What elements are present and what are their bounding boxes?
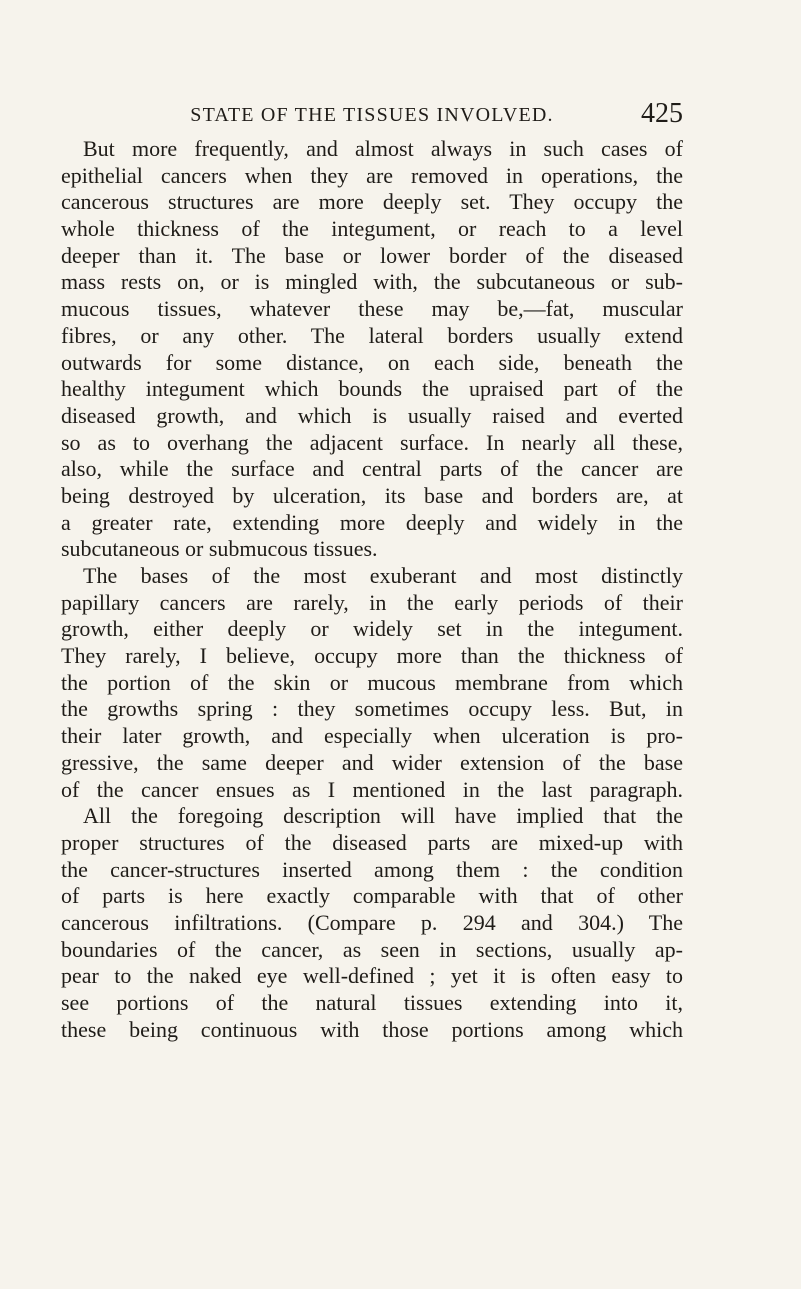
text-line: The bases of the most exuberant and most distinctly <box>83 563 683 588</box>
text-line: these being continuous with those portions among which <box>61 1016 683 1042</box>
text-line: whole thickness of the integument, or reach to a level <box>61 216 683 242</box>
text-line: But more frequently, and almost always in such cases of <box>83 136 683 161</box>
text-line: papillary cancers are rarely, in the early periods of their <box>61 589 683 615</box>
text-line: boundaries of the cancer, as seen in sections, usually ap- <box>61 936 683 962</box>
running-head <box>61 94 683 134</box>
text-line: cancerous structures are more deeply set. They occupy the <box>61 189 683 215</box>
text-line: All the foregoing description will have implied that the <box>83 803 683 829</box>
text-line: diseased growth, and which is usually raised and everted <box>61 402 683 428</box>
text-line: cancerous infiltrations. (Compare p. 294 and 304.) The <box>61 909 683 935</box>
text-line: gressive, the same deeper and wider extension of the base <box>61 749 683 775</box>
text-line: growth, either deeply or widely set in the integument. <box>61 616 683 642</box>
text-line: They rarely, I believe, occupy more than the thickness of <box>61 643 683 669</box>
text-line: deeper than it. The base or lower border of the diseased <box>61 242 683 268</box>
text-line: mass rests on, or is mingled with, the subcutaneous or sub- <box>61 269 683 295</box>
body-text <box>61 136 683 1043</box>
text-line: their later growth, and especially when ulceration is pro- <box>61 723 683 749</box>
text-line: pear to the naked eye well-defined ; yet it is often easy to <box>61 963 683 989</box>
running-title: STATE OF THE TISSUES INVOLVED. <box>190 104 554 126</box>
text-line: of parts is here exactly comparable with that of other <box>61 883 683 909</box>
text-line: the portion of the skin or mucous membrane from which <box>61 669 683 695</box>
text-line: outwards for some distance, on each side, beneath the <box>61 349 683 375</box>
text-line: also, while the surface and central parts of the cancer are <box>61 456 683 482</box>
page-number: 425 <box>641 98 683 129</box>
text-line: the cancer-structures inserted among them : the condition <box>61 856 683 882</box>
text-line: being destroyed by ulceration, its base and borders are, at <box>61 482 683 508</box>
text-line: proper structures of the diseased parts are mixed-up with <box>61 829 683 855</box>
text-line: subcutaneous or submucous tissues. <box>61 536 378 562</box>
text-line: of the cancer ensues as I mentioned in the last paragraph. <box>61 776 683 802</box>
text-line: so as to overhang the adjacent surface. In nearly all these, <box>61 429 683 455</box>
text-line: fibres, or any other. The lateral borders usually extend <box>61 322 683 348</box>
text-line: see portions of the natural tissues extending into it, <box>61 990 683 1015</box>
text-line: mucous tissues, whatever these may be,—fat, muscular <box>61 296 683 322</box>
text-line: a greater rate, extending more deeply and widely in the <box>61 509 683 535</box>
text-line: the growths spring : they sometimes occupy less. But, in <box>61 696 683 722</box>
text-line: epithelial cancers when they are removed in operations, the <box>61 162 683 188</box>
text-line: healthy integument which bounds the upraised part of the <box>61 376 683 402</box>
book-page <box>61 94 683 1043</box>
